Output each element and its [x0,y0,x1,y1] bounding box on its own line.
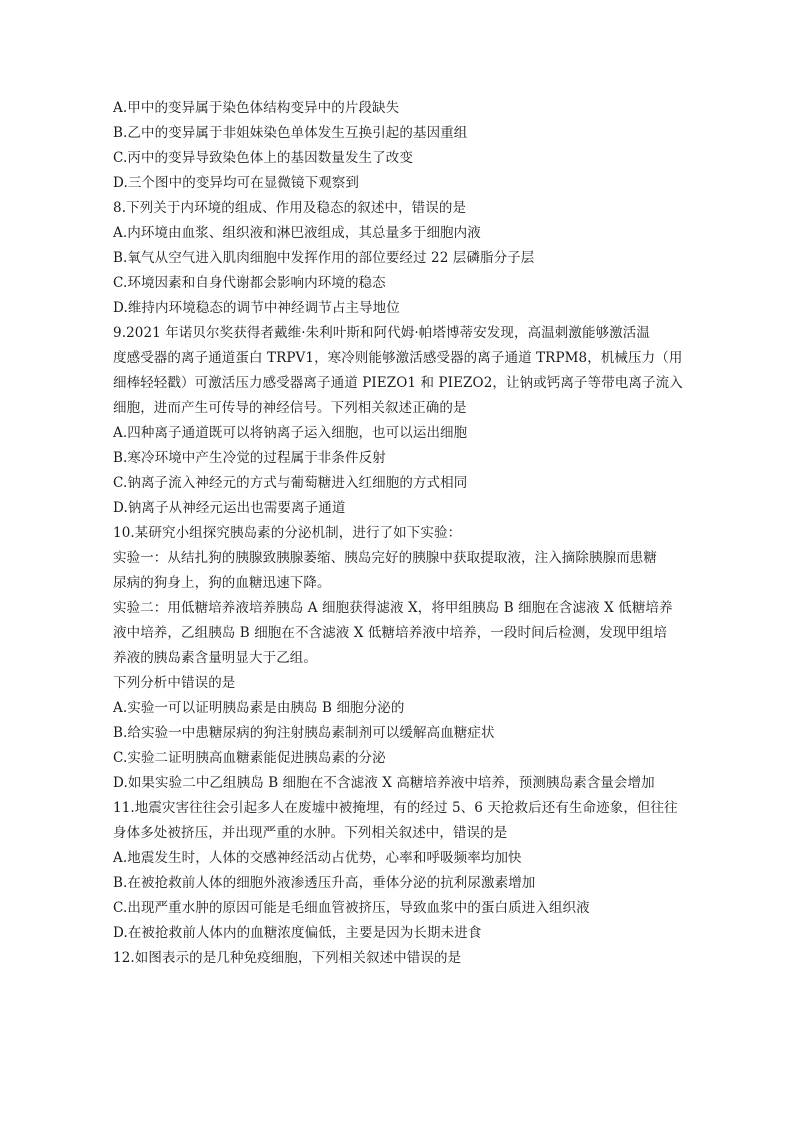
q10-option-d: D.如果实验二中乙组胰岛 B 细胞在不含滤液 X 高糖培养液中培养，预测胰岛素含量会增加 [113,775,655,791]
q10-experiment-2-line: 液中培养，乙组胰岛 B 细胞在不含滤液 X 低糖培养液中培养，一段时间后检测，发现甲组培 [113,625,668,641]
q8-option-a: A.内环境由血浆、组织液和淋巴液组成，其总量多于细胞内液 [113,225,481,241]
q7-option-c: C.丙中的变异导致染色体上的基因数量发生了改变 [113,150,413,166]
q8-stem: 8.下列关于内环境的组成、作用及稳态的叙述中，错误的是 [113,200,467,216]
q10-option-b: B.给实验一中患糖尿病的狗注射胰岛素制剂可以缓解高血糖症状 [113,725,495,741]
q12-stem: 12.如图表示的是几种免疫细胞，下列相关叙述中错误的是 [113,950,462,966]
q10-option-a: A.实验一可以证明胰岛素是由胰岛 B 细胞分泌的 [113,700,405,716]
q9-stem-line: 度感受器的离子通道蛋白 TRPV1，寒冷则能够激活感受器的离子通道 TRPM8，机械压力（用 [113,350,683,366]
q10-sub-stem: 下列分析中错误的是 [113,675,236,691]
q10-experiment-1-line: 实验一：从结扎狗的胰腺致胰腺萎缩、胰岛完好的胰腺中获取提取液，注入摘除胰腺而患糖 [113,550,657,566]
q10-experiment-2-line: 养液的胰岛素含量明显大于乙组。 [113,650,317,666]
q9-option-c: C.钠离子流入神经元的方式与葡萄糖进入红细胞的方式相同 [113,475,468,491]
q11-option-d: D.在被抢救前人体内的血糖浓度偏低，主要是因为长期未进食 [113,925,482,941]
q8-option-b: B.氧气从空气进入肌肉细胞中发挥作用的部位要经过 22 层磷脂分子层 [113,250,535,266]
q7-option-d: D.三个图中的变异均可在显微镜下观察到 [113,175,360,191]
q11-option-a: A.地震发生时，人体的交感神经活动占优势，心率和呼吸频率均加快 [113,850,522,866]
q10-stem: 10.某研究小组探究胰岛素的分泌机制，进行了如下实验： [113,525,462,541]
q9-option-b: B.寒冷环境中产生冷觉的过程属于非条件反射 [113,450,386,466]
exam-content [113,96,688,971]
q10-option-c: C.实验二证明胰高血糖素能促进胰岛素的分泌 [113,750,386,766]
q8-option-d: D.维持内环境稳态的调节中神经调节占主导地位 [113,300,400,316]
q11-option-c: C.出现严重水肿的原因可能是毛细血管被挤压，导致血浆中的蛋白质进入组织液 [113,900,590,916]
q9-stem-line: 细棒轻轻戳）可激活压力感受器离子通道 PIEZO1 和 PIEZO2，让钠或钙离子等带电离子流入 [113,375,683,391]
q7-option-a: A.甲中的变异属于染色体结构变异中的片段缺失 [113,100,400,116]
q11-option-b: B.在被抢救前人体的细胞外液渗透压升高，垂体分泌的抗利尿激素增加 [113,875,536,891]
q10-experiment-2-line: 实验二：用低糖培养液培养胰岛 A 细胞获得滤液 X，将甲组胰岛 B 细胞在含滤液 X 低糖培养 [113,600,673,616]
q8-option-c: C.环境因素和自身代谢都会影响内环境的稳态 [113,275,386,291]
q9-option-a: A.四种离子通道既可以将钠离子运入细胞，也可以运出细胞 [113,425,468,441]
q7-option-b: B.乙中的变异属于非姐妹染色单体发生互换引起的基因重组 [113,125,468,141]
q11-stem-line: 11.地震灾害往往会引起多人在废墟中被掩埋，有的经过 5、6 天抢救后还有生命迹象，但往往 [113,800,678,816]
q9-stem-line: 9.2021 年诺贝尔奖获得者戴维·朱利叶斯和阿代姆·帕塔博蒂安发现，高温刺激能够激活温 [113,325,651,341]
q10-experiment-1-line: 尿病的狗身上，狗的血糖迅速下降。 [113,575,331,591]
q9-stem-line: 细胞，进而产生可传导的神经信号。下列相关叙述正确的是 [113,400,467,416]
q9-option-d: D.钠离子从神经元运出也需要离子通道 [113,500,346,516]
q11-stem-line: 身体多处被挤压，并出现严重的水肿。下列相关叙述中，错误的是 [113,825,508,841]
